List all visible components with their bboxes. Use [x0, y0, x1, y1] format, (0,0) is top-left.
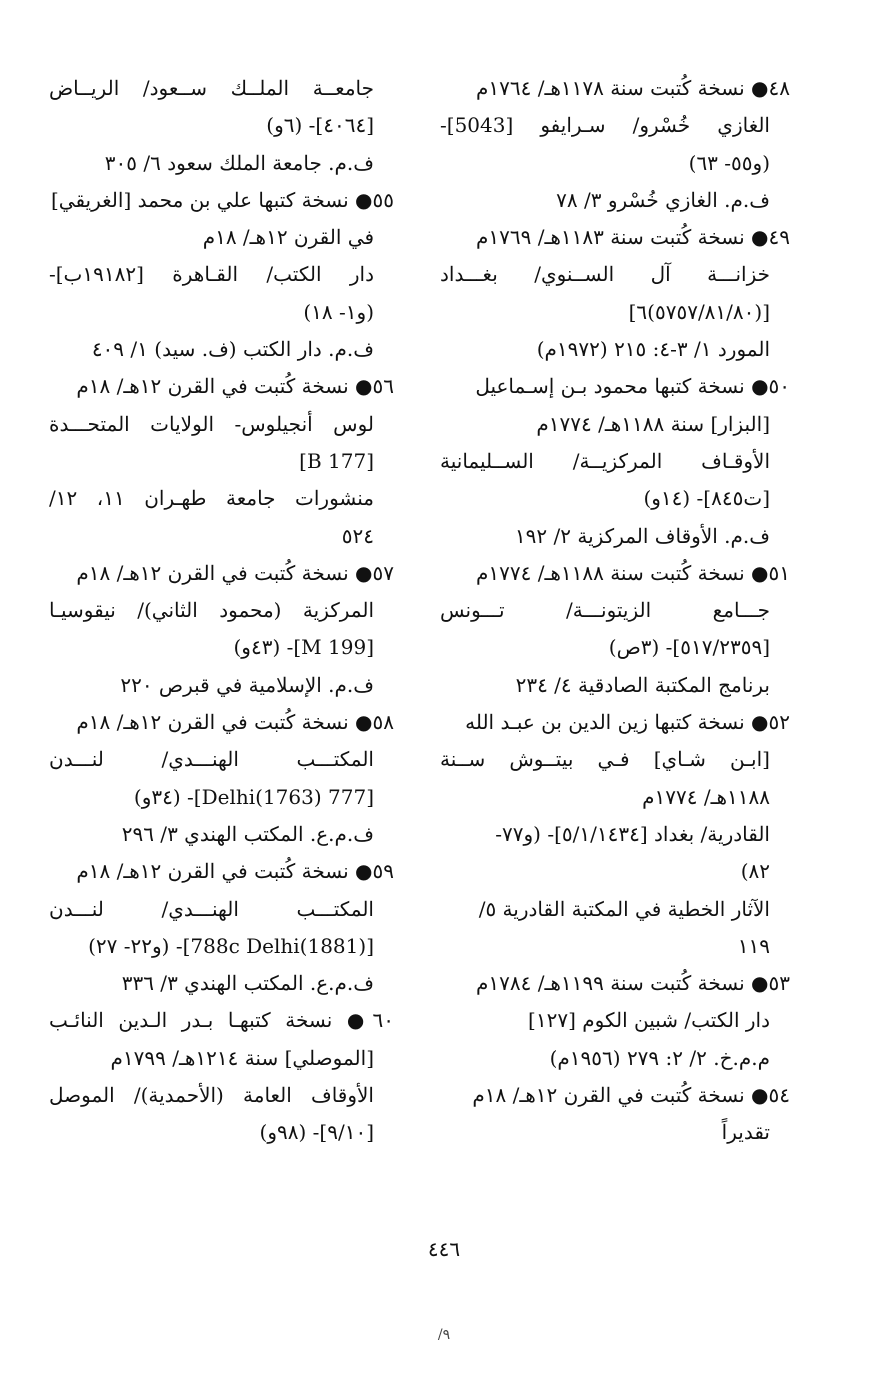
entry-detail-line: [٥١٧/٢٣٥٩]- (٣ص)	[608, 635, 770, 660]
entry-detail-line: ف.م. جامعة الملك سعود ٦/ ٣٠٥	[104, 150, 374, 175]
page-number: ٤٤٦	[427, 1237, 461, 1261]
entry-detail-line: [ت٨٤٥]- (١٤و)	[643, 486, 770, 511]
entry-detail-line: [(٥٧٥٧/٨١/٨٠)٦]	[628, 299, 770, 324]
entry-detail-line: دار الكتب/ القـاهرة [١٩١٨٢ب]-	[49, 262, 374, 287]
entry-detail-line: (و١- ١٨)	[303, 299, 374, 324]
right-column	[440, 70, 790, 1152]
entry-detail-line: منشورات جامعة طهـران ١١، ١٢/	[49, 486, 374, 511]
entry-heading-line: ٥٨● نسخة كُتبت في القرن ١٢هـ/ ١٨م	[76, 710, 394, 735]
entry-detail-line: ف.م.ع. المكتب الهندي ٣/ ٢٩٦	[121, 821, 374, 846]
entry-detail-line: ف.م.ع. المكتب الهندي ٣/ ٣٣٦	[121, 971, 374, 996]
entry-detail-line: برنامج المكتبة الصادقية ٤/ ٢٣٤	[515, 672, 770, 697]
entry-detail-line: ف.م. دار الكتب (ف. سيد) ١/ ٤٠٩	[91, 337, 374, 362]
entry-detail-line: [788c Delhi(1881)]- (و٢٢- ٢٧)	[88, 933, 374, 958]
entry-detail-line: الآثار الخطية في المكتبة القادرية ٥/	[478, 896, 770, 921]
entry-heading-line: ٤٨● نسخة كُتبت سنة ١١٧٨هـ/ ١٧٦٤م	[476, 76, 790, 100]
entry-detail-line: ف.م. الإسلامية في قبرص ٢٢٠	[120, 672, 374, 697]
entry-detail-line: ٥٢٤	[341, 523, 374, 548]
entry-detail-line: في القرن ١٢هـ/ ١٨م	[202, 225, 374, 250]
entry-detail-line: [777 Delhi(1763)]- (٣٤و)	[133, 784, 374, 809]
entry-detail-line: القادرية/ بغداد [٥/١/١٤٣٤]- (و٧٧-	[495, 821, 770, 846]
entry-heading-line: ٥٥● نسخة كتبها علي بن محمد [الغريقي]	[50, 187, 394, 212]
entry-detail-line: المكتـــب الهنـــدي/ لنـــدن	[49, 747, 374, 772]
entry-heading-line: ٤٩● نسخة كُتبت سنة ١١٨٣هـ/ ١٧٦٩م	[476, 225, 790, 250]
entry-detail-line: ١١٩	[737, 933, 770, 958]
footer-mark: ٩/	[437, 1327, 451, 1343]
entry-detail-line: ١١٨٨هـ/ ١٧٧٤م	[642, 784, 770, 809]
left-column	[49, 70, 394, 1152]
entry-detail-line: م.م.خ. ٢/ ٢: ٢٧٩ (١٩٥٦م)	[549, 1045, 770, 1070]
entry-heading-line: ٥٩● نسخة كُتبت في القرن ١٢هـ/ ١٨م	[76, 859, 394, 884]
entry-detail-line: الأوقـاف المركزيــة/ الســليمانية	[440, 448, 770, 473]
entry-detail-line: دار الكتب/ شبين الكوم [١٢٧]	[528, 1008, 770, 1033]
entry-heading-line: ٥٦● نسخة كُتبت في القرن ١٢هـ/ ١٨م	[76, 374, 394, 399]
entry-detail-line: جـــامع الزيتونـــة/ تـــونس	[440, 598, 770, 623]
entry-detail-line: جامعــة الملــك ســعود/ الريــاض	[49, 76, 374, 100]
entry-heading-line: ٥٢● نسخة كتبها زين الدين بن عبـد الله	[465, 710, 790, 735]
entry-heading-line: ٦٠● نسخة كتبهـا بـدر الـدين النائـب	[49, 1008, 394, 1033]
entry-detail-line: [M 199]- (٤٣و)	[233, 635, 374, 660]
entry-detail-line: خزانـــة آل الســنوي/ بغـــداد	[440, 262, 770, 287]
entry-detail-line: الأوقاف العامة (الأحمدية)/ الموصل	[49, 1083, 374, 1108]
entry-detail-line: المكتـــب الهنـــدي/ لنـــدن	[49, 896, 374, 921]
entry-detail-line: [البزار] سنة ١١٨٨هـ/ ١٧٧٤م	[536, 411, 770, 436]
entry-detail-line: ٨٢)	[740, 859, 770, 884]
entry-heading-line: ٥٤● نسخة كُتبت في القرن ١٢هـ/ ١٨م	[472, 1083, 790, 1108]
entry-detail-line: المورد ١/ ٣-٤: ٢١٥ (١٩٧٢م)	[536, 337, 770, 362]
entry-detail-line: [B 177]	[299, 448, 374, 473]
entry-detail-line: ف.م. الأوقاف المركزية ٢/ ١٩٢	[514, 523, 770, 548]
entry-detail-line: ف.م. الغازي خُسْرو ٣/ ٧٨	[556, 187, 770, 212]
entry-detail-line: [الموصلي] سنة ١٢١٤هـ/ ١٧٩٩م	[110, 1045, 374, 1070]
entry-heading-line: ٥١● نسخة كُتبت سنة ١١٨٨هـ/ ١٧٧٤م	[476, 560, 790, 585]
entry-detail-line: [٩/١٠]- (٩٨و)	[259, 1120, 374, 1145]
entry-heading-line: ٥٣● نسخة كُتبت سنة ١١٩٩هـ/ ١٧٨٤م	[476, 971, 790, 996]
entry-detail-line: (و٥٥- ٦٣)	[688, 150, 770, 175]
entry-detail-line: لوس أنجيلوس- الولايات المتحـــدة	[49, 411, 374, 436]
entry-heading-line: ٥٠● نسخة كتبها محمود بـن إسـماعيل	[475, 374, 790, 399]
entry-detail-line: الغازي خُسْرو/ سـرايفو [5043]-	[440, 113, 770, 138]
entry-detail-line: [ابـن شـاي] فـي بيتــوش ســنة	[440, 747, 770, 772]
entry-detail-line: تقديراً	[721, 1120, 770, 1145]
entry-heading-line: ٥٧● نسخة كُتبت في القرن ١٢هـ/ ١٨م	[76, 560, 394, 585]
entry-detail-line: المركزية (محمود الثاني)/ نيقوسيـا	[49, 598, 374, 623]
entry-detail-line: [٤٠٦٤]- (٦و)	[266, 113, 374, 138]
